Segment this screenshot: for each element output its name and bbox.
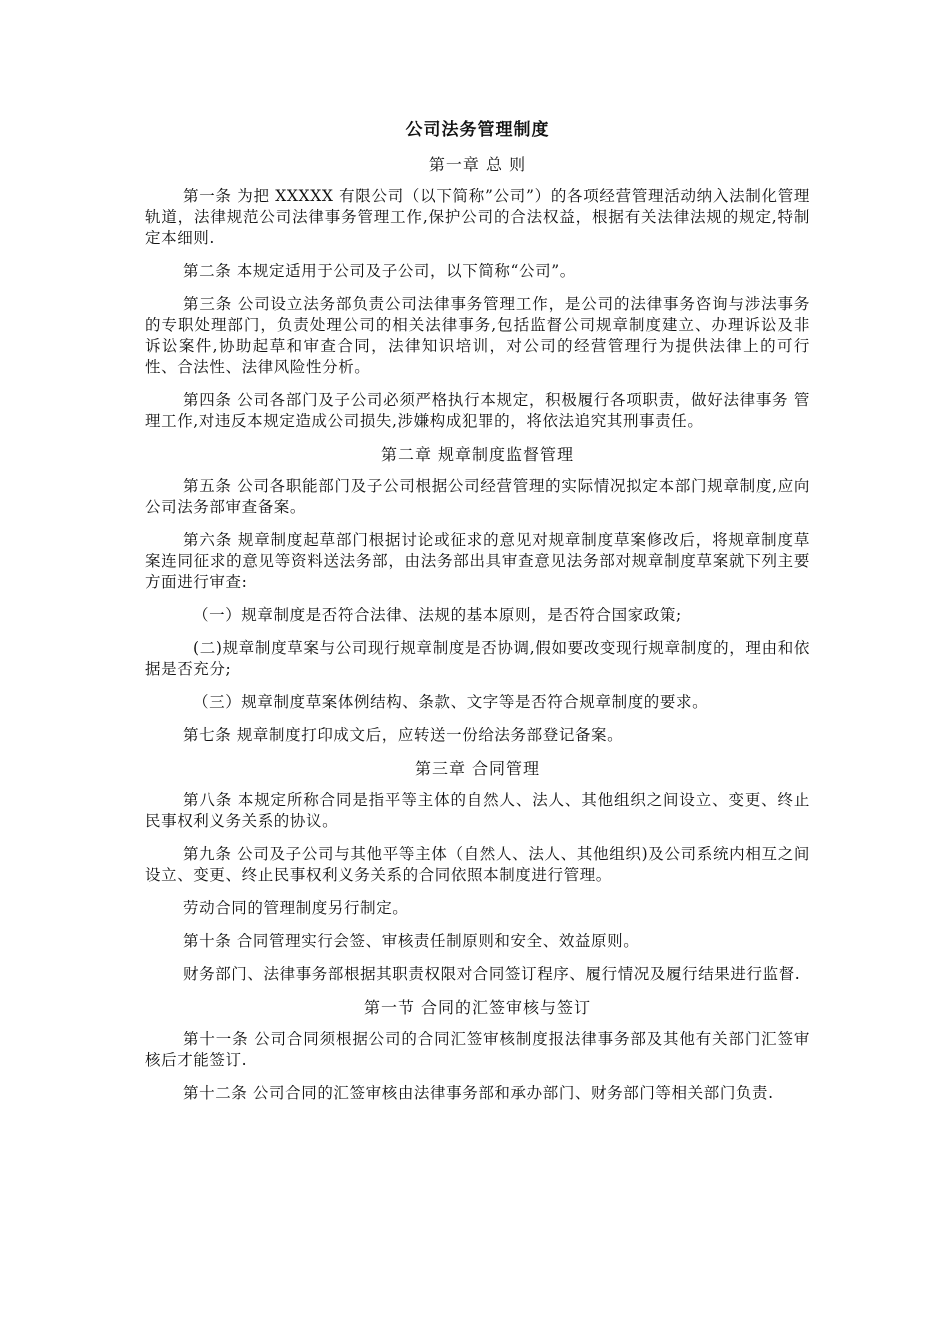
article-1: 第一条 为把 XXXXX 有限公司（以下简称”公司”）的各项经营管理活动纳入法制化管理轨道，法律规范公司法律事务管理工作,保护公司的合法权益，根据有关法律法规的规定,特制定本细则.: [145, 187, 810, 247]
article-7: 第七条 规章制度打印成文后，应转送一份给法务部登记备案。: [183, 726, 624, 744]
document-title: 公司法务管理制度: [405, 120, 550, 140]
section-1-heading: 第一节 合同的汇签审核与签订: [363, 998, 592, 1017]
review-item-1: （一）规章制度是否符合法律、法规的基本原则，是否符合国家政策;: [193, 606, 682, 624]
review-item-3: （三）规章制度草案体例结构、条款、文字等是否符合规章制度的要求。: [193, 693, 709, 711]
article-9: 第九条 公司及子公司与其他平等主体（自然人、法人、其他组织)及公司系统内相互之间设立、变更、终止民事权利义务关系的合同依照本制度进行管理。: [145, 845, 810, 884]
article-6: 第六条 规章制度起草部门根据讨论或征求的意见对规章制度草案修改后，将规章制度草案连同征求的意见等资料送法务部，由法务部出具审查意见法务部对规章制度草案就下列主要方面进行审查:: [145, 531, 810, 591]
chapter-3-heading: 第三章 合同管理: [414, 759, 541, 778]
document-page: [145, 118, 810, 1116]
article-5: 第五条 公司各职能部门及子公司根据公司经营管理的实际情况拟定本部门规章制度,应向公司法务部审查备案。: [145, 477, 810, 516]
review-item-2: (二)规章制度草案与公司现行规章制度是否协调,假如要改变现行规章制度的，理由和依据是否充分;: [145, 639, 810, 678]
article-2: 第二条 本规定适用于公司及子公司，以下简称“公司”。: [183, 262, 576, 280]
article-11: 第十一条 公司合同须根据公司的合同汇签审核制度报法律事务部及其他有关部门汇签审核后才能签订.: [145, 1030, 810, 1069]
article-8: 第八条 本规定所称合同是指平等主体的自然人、法人、其他组织之间设立、变更、终止民事权利义务关系的协议。: [145, 791, 810, 830]
article-10: 第十条 合同管理实行会签、审核责任制原则和安全、效益原则。: [183, 932, 640, 950]
article-4: 第四条 公司各部门及子公司必须严格执行本规定，积极履行各项职责，做好法律事务 管理工作,对违反本规定造成公司损失,涉嫌构成犯罪的，将依法追究其刑事责任。: [145, 391, 810, 430]
article-12: 第十二条 公司合同的汇签审核由法律事务部和承办部门、财务部门等相关部门负责.: [183, 1084, 774, 1102]
labor-contract-note: 劳动合同的管理制度另行制定。: [183, 899, 409, 917]
chapter-1-heading: 第一章 总 则: [428, 155, 527, 174]
supervision-note: 财务部门、法律事务部根据其职责权限对合同签订程序、履行情况及履行结果进行监督.: [183, 965, 801, 983]
article-3: 第三条 公司设立法务部负责公司法律事务管理工作，是公司的法律事务咨询与涉法事务的专职处理部门，负责处理公司的相关法律事务,包括监督公司规章制度建立、办理诉讼及非诉讼案件,协助起草和审查合同，法律知识培训，对公司的经营管理行为提供法律上的可行性、合法性、法律风险性分析。: [145, 295, 810, 376]
chapter-2-heading: 第二章 规章制度监督管理: [380, 445, 575, 464]
